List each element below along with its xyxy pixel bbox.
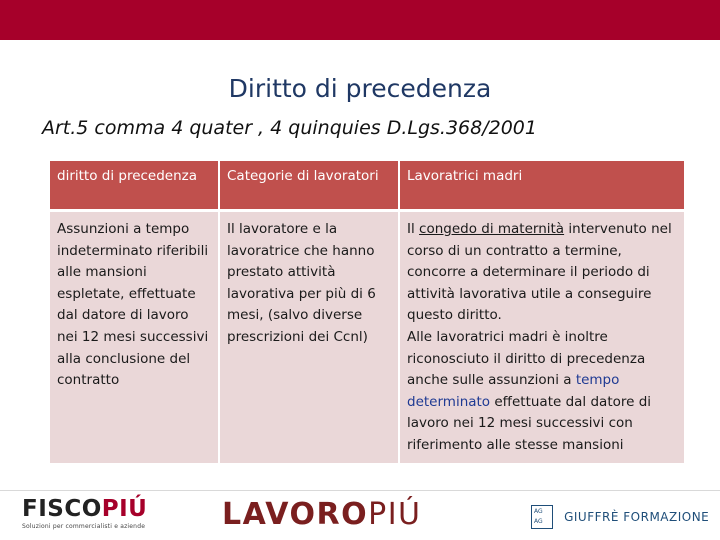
cell-lavoratori: Il lavoratore e la lavoratrice che hanno prestato attività lavorativa per più di 6 mesi, (salvo diverse prescrizioni dei Ccnl) xyxy=(220,209,400,463)
link-congedo-maternita[interactable]: congedo di maternità xyxy=(419,221,565,237)
cell-text: intervenuto nel corso di un contratto a termine, concorre a determinare il periodo di attività lavorativa utile a conseguire questo diritto. xyxy=(407,221,672,324)
top-bar xyxy=(0,0,720,40)
precedence-table xyxy=(50,161,684,463)
cell-text: Il xyxy=(407,221,420,237)
fisco-accent: PIÚ xyxy=(101,496,148,522)
footer-divider xyxy=(0,490,720,491)
header-diritto: diritto di precedenza xyxy=(50,161,220,209)
table-row xyxy=(50,209,684,463)
header-categorie: Categorie di lavoratori xyxy=(220,161,400,209)
fiscopiu-logo xyxy=(22,496,148,536)
cell-text: effettuate dal datore di lavoro nei 12 mesi successivi con riferimento alle stesse mansioni xyxy=(407,393,652,453)
giuffre-emblem-icon: AG AG xyxy=(531,505,553,529)
giuffre-wordmark: GIUFFRÈ FORMAZIONE xyxy=(564,510,710,524)
fisco-tagline: Soluzioni per commercialisti e aziende xyxy=(22,523,146,530)
lavoro-accent: PIÚ xyxy=(368,497,422,532)
header-lavoratrici: Lavoratrici madri xyxy=(400,161,684,209)
lavoropiu-logo xyxy=(222,497,422,532)
giuffre-logo xyxy=(531,505,709,531)
cell-text: Alle lavoratrici madri è inoltre riconosciuto il diritto di precedenza anche sulle assunzioni a xyxy=(407,328,646,389)
cell-lavoratrici-madri xyxy=(400,209,684,463)
fisco-wordmark: FISCO xyxy=(22,496,102,522)
cell-assunzioni: Assunzioni a tempo indeterminato riferibili alle mansioni espletate, effettuate dal datore di lavoro nei 12 mesi successivi alla conclusione del contratto xyxy=(50,209,220,463)
link-tempo-determinato[interactable]: tempo determinato xyxy=(407,372,620,410)
table-header-row xyxy=(50,161,684,209)
page-subtitle: Art.5 comma 4 quater , 4 quinquies D.Lgs.368/2001 xyxy=(42,117,537,139)
page-title: Diritto di precedenza xyxy=(228,74,492,103)
lavoro-wordmark: LAVORO xyxy=(222,497,369,532)
